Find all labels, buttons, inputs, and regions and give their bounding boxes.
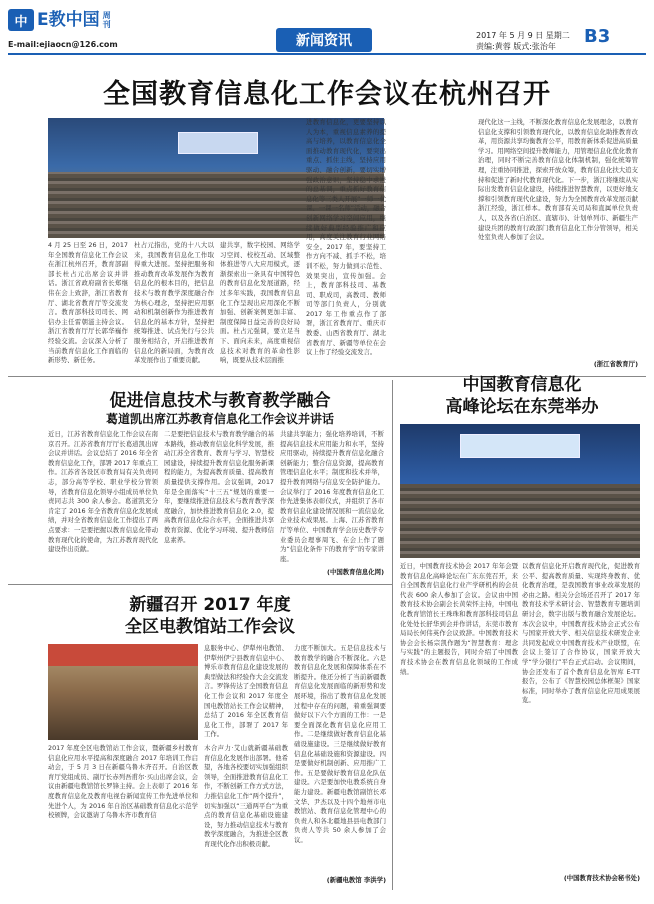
forum-banner	[460, 434, 580, 458]
article4-col2: 2017 年度全区电教馆站工作会议，暨新疆乡村教育信息化应用水平提高和深度融合 2017 年培训工作启动会，于 5 月 3 日在新疆乌鲁木齐召开。自治区教育厅党组成员、副厅长赤列吾甫尔·买山出席会议，会议由新疆电教馆馆长罗锋主持。会上表彰了 2016 年度教育信息化及教育电视台新闻宣传工作先进单位和先进个人，为 2016 年自治区基础教育信息化示范学校颁牌，会议邀请了乌鲁木齐市教育信	[48, 744, 198, 820]
article4-col1: 息服务中心、伊犁州电教馆、伊犁州伊宁县教育信息中心、博乐市教育信息化建设发展的典型做法和经验作大会交流发言。罗锋传达了全国教育信息化工作会议和 2017 年度全国电教馆站长工作会议精神，总结了 2016 年全区教育信息化工作，部署了 2017 年工作。	[204, 644, 288, 739]
stage-screen	[178, 132, 258, 154]
article2-col1: 近日，江苏省教育信息化工作会议在南京召开。江苏省教育厅厅长葛道凯出席会议并讲话。会议总结了 2016 年全省教育信息化工作，部署 2017 年重点工作。江苏省各设区市教育局有关负责同志，部分高等学校、职业学校分管领导，省教育信息化领导小组成员单位负责同志共 300 余人参会。葛道凯充分肯定了 2016 年全省教育信息化发展成绩，并对全省教育信息化工作提出了两点要求：一是要把握以教育信息化带动教育现代化的使命，为江苏教育现代化建设作出贡献。	[48, 430, 158, 554]
article1-col3: 建共享，数字校园、网络学习空间、校校互动、区域整体推进等八大应用模式，逐渐探索出一条具有中国特色的教育信息化发展道路，经过多年实践，我国教育信息化工作呈现出应用深化不断加强、创新案例更加丰富、制度保障日益完善的良好局面。杜占元强调，要立足当下、面向未来，高度重视信息技术对教育的革命性影响，既要从技术层面推	[220, 241, 300, 365]
article3-credit: (中国教育技术协会秘书处)	[563, 874, 640, 882]
article1-col1: 4 月 25 日至 26 日，2017 年全国教育信息化工作会议在浙江杭州召开，教育部副部长杜占元出席会议并讲话。浙江省政府副省长郑继伟在会上致辞，浙江省教育厅、湖北省教育厅等交流发言。教育部科技司司长、网信办主任雷朝滋主持会议。浙江省教育厅厅长郭华巍作经验交流。会议深入分析了当前教育信息化工作面临的新形势、新任务。	[48, 241, 128, 365]
logo-name: E教中国	[37, 9, 100, 30]
article4-credit: (新疆电教馆 李洪学)	[326, 876, 386, 884]
article3-col1: 近日，中国教育技术协会 2017 年年会暨教育信息化高峰论坛在广东东莞召开，来自全国教育信息化行业产学研机构的会员代表 600 余人参加了会议。会议由中国教育技术协会副会长黄荣怀主持，中国电化教育馆馆长王珠珠和教育部科技司信息化处处长舒华到会并作讲话，东莞市教育局局长何伟英作会议致辞。中国教育技术协会会长杨宗凯作题为“智慧教育：理念与实践”的主题报告，同时介绍了中国教育技术协会在教育信息化领域的工作成绩。	[400, 562, 518, 676]
issue-date: 2017 年 5 月 9 日 星期二	[476, 31, 570, 40]
article1-col4: 进教育信息化，更要坚持以人为本，重视信息素养的提高与培养，以教育信息化全面推动教育现代化，要突出重点、抓住主线，坚持应用驱动、融合创新，要切实增强政治意识，坚持稳中求进的总基调，重点抓好教育信息化等三类人开展“一师一优课、一课一名师”活动，融合创新网络学习空间应用，继续做好典型经验推广和应用，高度关注教育行业网络安全。2017 年，要坚持工作方向不减、抓手不松，培训不松，努力做到示范性、效果突出，宣传加强。会上，教育部科技司、基教司、职成司，高教司、教师司等部门负责人，分别就 2017 年工作重点作了部署，浙江省教育厅、重庆市教委、山西省教育厅、湖北省教育厅、新疆等单位在会议上作了经验交流发言。	[306, 118, 386, 357]
article1-col4b	[392, 118, 472, 371]
article3-col2: 以教育信息化开启教育现代化，促进教育公平、提高教育质量、实现终身教育、优化教育治理，是我国教育事业改革发展的必由之路。相关分会场还召开了 2017 年教育技术学术研讨会、智慧教育专题培训研讨会，数字出版与教育融合发展论坛。本次会议中，中国教育技术协会正式公布与国家开放大学、相关信息技术研发企业共同发起成立中国教育技术产业联盟，在会议上签订了合作协议，国家开放大学“学分银行”平台正式启动。会议期间，协会还发布了首个教育信息化智库 E-TT 报告，公布了《智慧校园总体框架》国家标准，同时举办了教育信息化应用成果展览。	[522, 562, 640, 705]
email-address: E-mail:ejiaocn@126.com	[8, 40, 118, 49]
conference-photo-2	[400, 424, 640, 558]
section-label: 新闻资讯	[276, 28, 372, 52]
article1-title: 全国教育信息化工作会议在杭州召开	[103, 79, 551, 110]
stage-banner	[48, 644, 198, 666]
page-header	[0, 0, 654, 56]
masthead-logo	[8, 6, 117, 34]
article2-col2: 二是要把信息技术与教育教学融合的基本路线，推动教育信息化科学发展，推动江苏全省教育、教育与学习、智慧校园建设，持续提升教育信息化服务新课程的能力，为提高教育质量、提高教育质量提供支撑作用。会议强调，2017 年是全面落实“十三五”规划的重要一年，要继续推进信息技术与教育教学深度融合，加快推进教育信息化 2.0，提高教育信息化综合水平，全面推进共享教育资源、优化学习环境、提升教师信息素养。	[164, 430, 274, 544]
article2-credit: (中国教育信息化网)	[327, 568, 384, 576]
column-divider	[392, 380, 393, 890]
article4-col4: 力度不断加大。五是信息技术与教育教学的融合不断深化。六是教育信息化发展和保障体系在不断提升。他还分析了当前新疆教育信息化发展面临的新形势和发展环境，指出了教育信息化发展过程中存在的问题，着重强调要做好以下六个方面的工作：一是要全面深化教育信息化应用工作。二是继续做好教育信息化基础设施建设。三是继续做好教育信息化基础设施和资源建设。四是要做好机制创新、应用推广工作。五是要做好教育信息化队伍建设。六是要加快电教系统自身能力建设。新疆电教馆副馆长邓文华、尹杰以及十四个地州市电教馆站、教育信息化管理中心的负责人和各北疆地县县电教部门负责人等共 50 余人参加了会议。	[294, 644, 386, 844]
article4-title: 新疆召开 2017 年度	[129, 595, 291, 615]
article1-col5: 现代化这一主线，不断深化教育信息化发展理念，以教育信息化支撑和引领教育现代化，以教育信息化助推教育改革，用资源共享均衡教育公平，用教育新体系促进高质量学习。用网络空间提升教师能力，用管理信息化优化教育治理，同时不断完善教育信息化体制机制，强化统筹管理，注重协同推进，探索开放众筹，教育信息化扶大追支持和促进了新时代教育现代化。下一步，浙江将继续从实际出发教育信息化建设，持续推进智慧教育，以更好地支撑和引领教育现代化建设，努力为全国教育改革发展贡献浙江经验，浙江样本。教育部有关司局和直属单位负责人，以及各省(自治区、直辖市)、计划单列市、新疆生产建设兵团的教育行政部门教育信息化工作分管领导，相关处室负责人参加了会议。	[478, 118, 638, 242]
logo-sub: 周刊	[102, 11, 111, 29]
page-number: B3	[584, 26, 611, 47]
article2-subtitle: 葛道凯出席江苏教育信息化工作会议并讲话	[105, 412, 334, 426]
award-group-photo	[48, 644, 198, 740]
issue-info	[476, 30, 586, 52]
article3-title: 中国教育信息化	[462, 375, 582, 395]
article3-title-line2: 高峰论坛在东莞举办	[445, 397, 599, 417]
article2-title: 促进信息技术与教育教学融合	[109, 391, 331, 411]
divider-2	[8, 584, 392, 585]
logo-mark: 中	[8, 9, 34, 31]
article1-col2: 杜占元指出，党的十八大以来，我国教育信息化工作取得重大进展。坚持把服务和推动教育改革发展作为教育信息化的根本目的，把信息技术与教育教学深度融合作为核心理念，坚持把应用驱动和机制创新作为推进教育信息化的基本方针，坚持把统筹推进、试点先行与公共服务相结合，开启推进教育信息化的新局面，为教育改革发展作出了重要贡献。	[134, 241, 214, 365]
header-rule	[8, 53, 646, 55]
editor-credit: 责编:黄蓉 版式:张治年	[476, 42, 556, 51]
article4-title-line2: 全区电教馆站工作会议	[125, 617, 295, 637]
article4-col3: 木合声力·艾山就新疆基础教育信息化发展作出部署。他希望，各地各校要切实加强组织领导，全面推进教育信息化工作，不断创新工作方式方法，力推信息化工作“两个提升”，切实加强以“三通两平台”为重点的教育信息化基础设施建设，努力推动信息技术与教育教学深度融合，为推进全区教育现代化作出积极贡献。	[204, 744, 288, 848]
article1-credit: (浙江省教育厅)	[593, 360, 638, 368]
article2-col3: 共建共享能力；强化培养培训，不断提高信息技术应用能力和水平，坚持应用驱动，持续提升教育信息化融合创新能力；整合信息资源，提高教育管理信息化水平；制度和技术并举，提升教育网络与信息安全防护能力。会议举行了 2016 年度教育信息化工作先进集体表彰仪式，并组织了各市教育信息化建设情况展和一流信息化企业技术成果展。上海、江苏省教育厅等单位、中国教育学会历史教学专业委员会理事周飞、在会上作了题为“信息化条件下的教育学”的专家讲座。	[280, 430, 384, 563]
